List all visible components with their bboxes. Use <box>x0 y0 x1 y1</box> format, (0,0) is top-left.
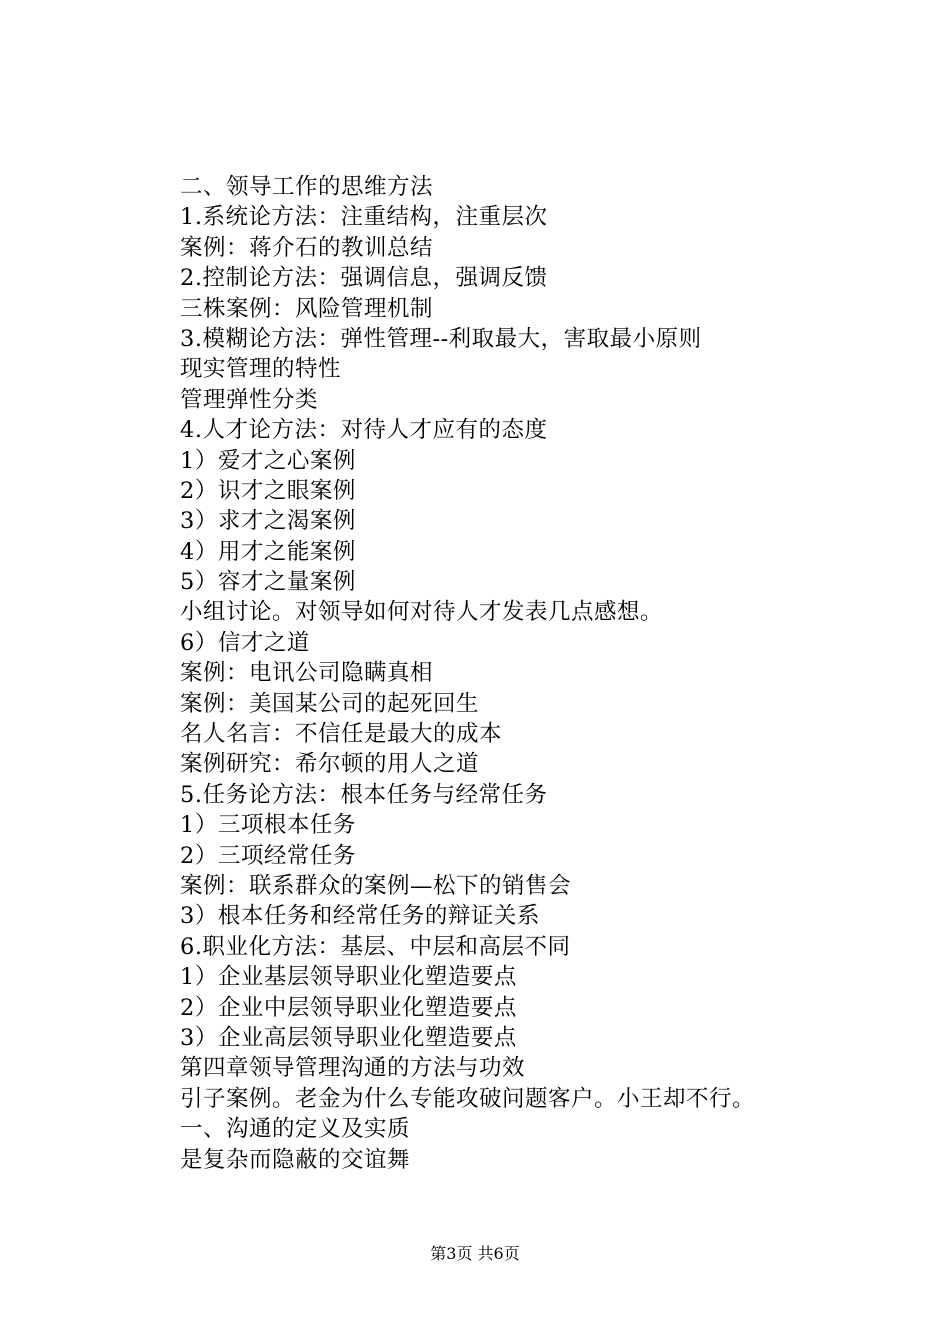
text-line: 5.任务论方法：根本任务与经常任务 <box>180 781 548 808</box>
text-line: 5）容才之量案例 <box>180 569 356 596</box>
text-line: 案例：电讯公司隐瞒真相 <box>180 660 434 687</box>
text-line: 是复杂而隐蔽的交谊舞 <box>180 1146 411 1173</box>
text-line: 3）根本任务和经常任务的辩证关系 <box>180 903 540 930</box>
text-line: 管理弹性分类 <box>180 386 319 413</box>
page-number-footer: 第3页 共6页 <box>430 1244 520 1263</box>
text-line: 3）求才之渴案例 <box>180 508 356 535</box>
document-body <box>180 172 880 1175</box>
text-line: 案例：美国某公司的起死回生 <box>180 690 480 717</box>
text-line: 案例：蒋介石的教训总结 <box>180 234 434 261</box>
text-line: 2）企业中层领导职业化塑造要点 <box>180 994 517 1021</box>
text-line: 一、沟通的定义及实质 <box>180 1116 411 1143</box>
text-line: 三株案例：风险管理机制 <box>180 295 434 322</box>
text-line: 6.职业化方法：基层、中层和高层不同 <box>180 933 571 960</box>
text-line: 6）信才之道 <box>180 629 310 656</box>
text-line: 案例研究：希尔顿的用人之道 <box>180 751 480 778</box>
text-line: 案例：联系群众的案例—松下的销售会 <box>180 872 572 899</box>
text-line: 1）三项根本任务 <box>180 812 356 839</box>
text-line: 4.人才论方法：对待人才应有的态度 <box>180 417 548 444</box>
text-line: 第四章领导管理沟通的方法与功效 <box>180 1055 526 1082</box>
text-line: 1）爱才之心案例 <box>180 447 356 474</box>
text-line: 名人名言：不信任是最大的成本 <box>180 721 503 748</box>
text-line: 3）企业高层领导职业化塑造要点 <box>180 1024 517 1051</box>
text-line: 2）三项经常任务 <box>180 842 356 869</box>
text-line: 引子案例。老金为什么专能攻破问题客户。小王却不行。 <box>180 1085 756 1112</box>
text-line: 2.控制论方法：强调信息，强调反馈 <box>180 265 548 292</box>
text-line: 现实管理的特性 <box>180 356 342 383</box>
text-line: 3.模糊论方法：弹性管理--利取最大，害取最小原则 <box>180 325 702 352</box>
text-line: 二、领导工作的思维方法 <box>180 174 434 200</box>
text-line: 1）企业基层领导职业化塑造要点 <box>180 964 517 991</box>
text-line: 小组讨论。对领导如何对待人才发表几点感想。 <box>180 599 664 626</box>
text-line: 2）识才之眼案例 <box>180 477 356 504</box>
text-line: 1.系统论方法：注重结构，注重层次 <box>180 204 548 231</box>
text-line: 4）用才之能案例 <box>180 538 356 565</box>
